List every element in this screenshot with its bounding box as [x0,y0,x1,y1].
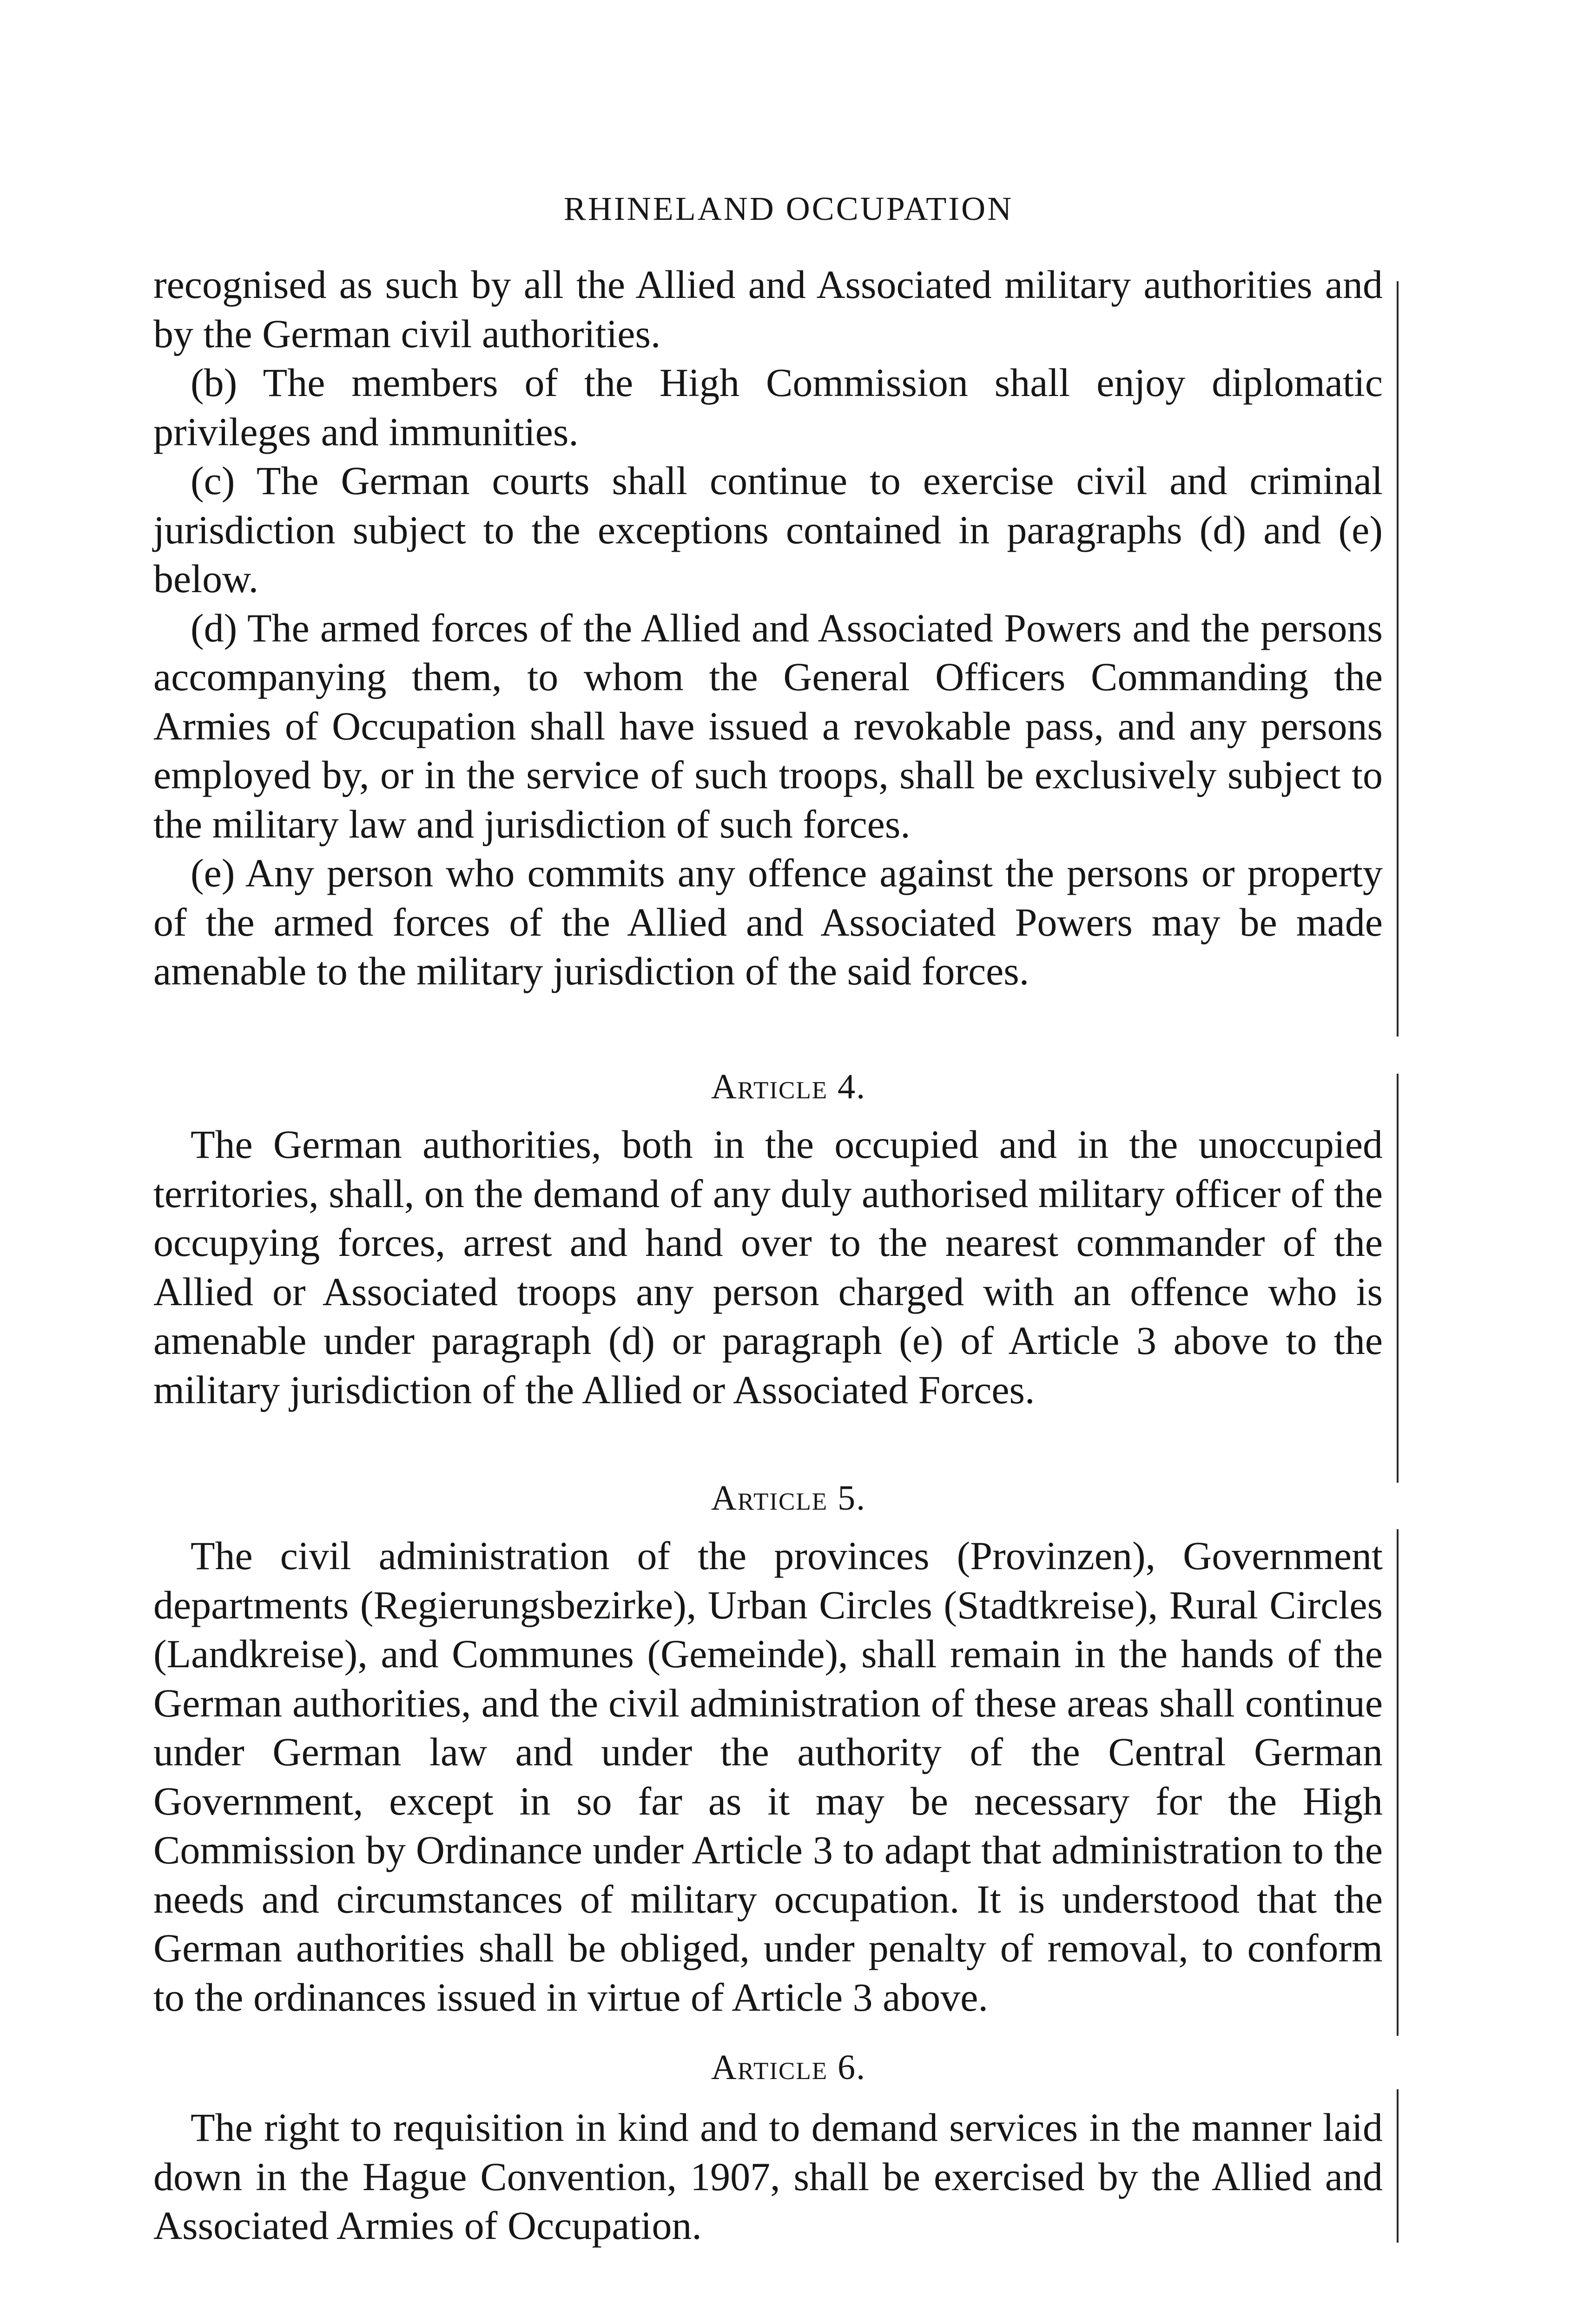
article-6-body [153,2103,1383,2251]
margin-rule [1397,1074,1399,1483]
margin-rule [1397,281,1399,1037]
article-5-text: The civil administration of the provinces (Provinzen), Government departments (Regierungsbezirke), Urban Circles (Stadtkreise), Rural Circles (Landkreise), and Communes (Gemeinde), shall remain in the hands of the German authorities, and the civil administration of these areas shall continue under German law and under the authority of the Central German Government, except in so far as it may be necessary for the High Commission by Ordinance under Article 3 to adapt that administration to the needs and circumstances of military occupation. It is understood that the German authorities shall be obliged, under penalty of removal, to conform to the ordinances issued in virtue of Article 3 above. [153,1533,1383,2020]
running-head: RHINELAND OCCUPATION [563,190,1014,227]
paragraph-d: (d) The armed forces of the Allied and Associated Powers and the persons accompanying them, to whom the General Officers Commanding the Armies of Occupation shall have issued a revokable pass, and any persons employed by, or in the service of such troops, shall be exclusively subject to the military law and jurisdiction of such forces. [153,605,1383,846]
margin-rule [1397,1529,1399,2036]
article-3-continuation [153,260,1383,996]
article-6-text: The right to requisition in kind and to demand services in the manner laid down in the Hague Convention, 1907, shall be exercised by the Allied and Associated Armies of Occupation. [153,2105,1383,2248]
paragraph-c: (c) The German courts shall continue to exercise civil and criminal jurisdiction subject to the exceptions contained in paragraphs (d) and (e) below. [153,458,1383,601]
article-4-heading: Article 4. [711,1067,866,1106]
margin-rule [1397,2089,1399,2243]
article-4-body [153,1120,1383,1414]
article-4-text: The German authorities, both in the occupied and in the unoccupied territories, shall, on the demand of any duly authorised military officer of the occupying forces, arrest and hand over to the nearest commander of the Allied or Associated troops any person charged with an offence who is amenable under paragraph (d) or paragraph (e) of Article 3 above to the military jurisdiction of the Allied or Associated Forces. [153,1122,1383,1412]
article-5-heading: Article 5. [711,1479,866,1518]
paragraph-e: (e) Any person who commits any offence against the persons or property of the armed forces of the Allied and Associated Powers may be made amenable to the military jurisdiction of the said forces. [153,851,1383,993]
article-6-heading: Article 6. [711,2048,866,2087]
article-5-body [153,1532,1383,2022]
paragraph-b: (b) The members of the High Commission shall enjoy diplomatic privileges and immunities. [153,360,1383,454]
paragraph-a-continuation: recognised as such by all the Allied and Associated military authorities and by the German civil authorities. [153,262,1383,356]
